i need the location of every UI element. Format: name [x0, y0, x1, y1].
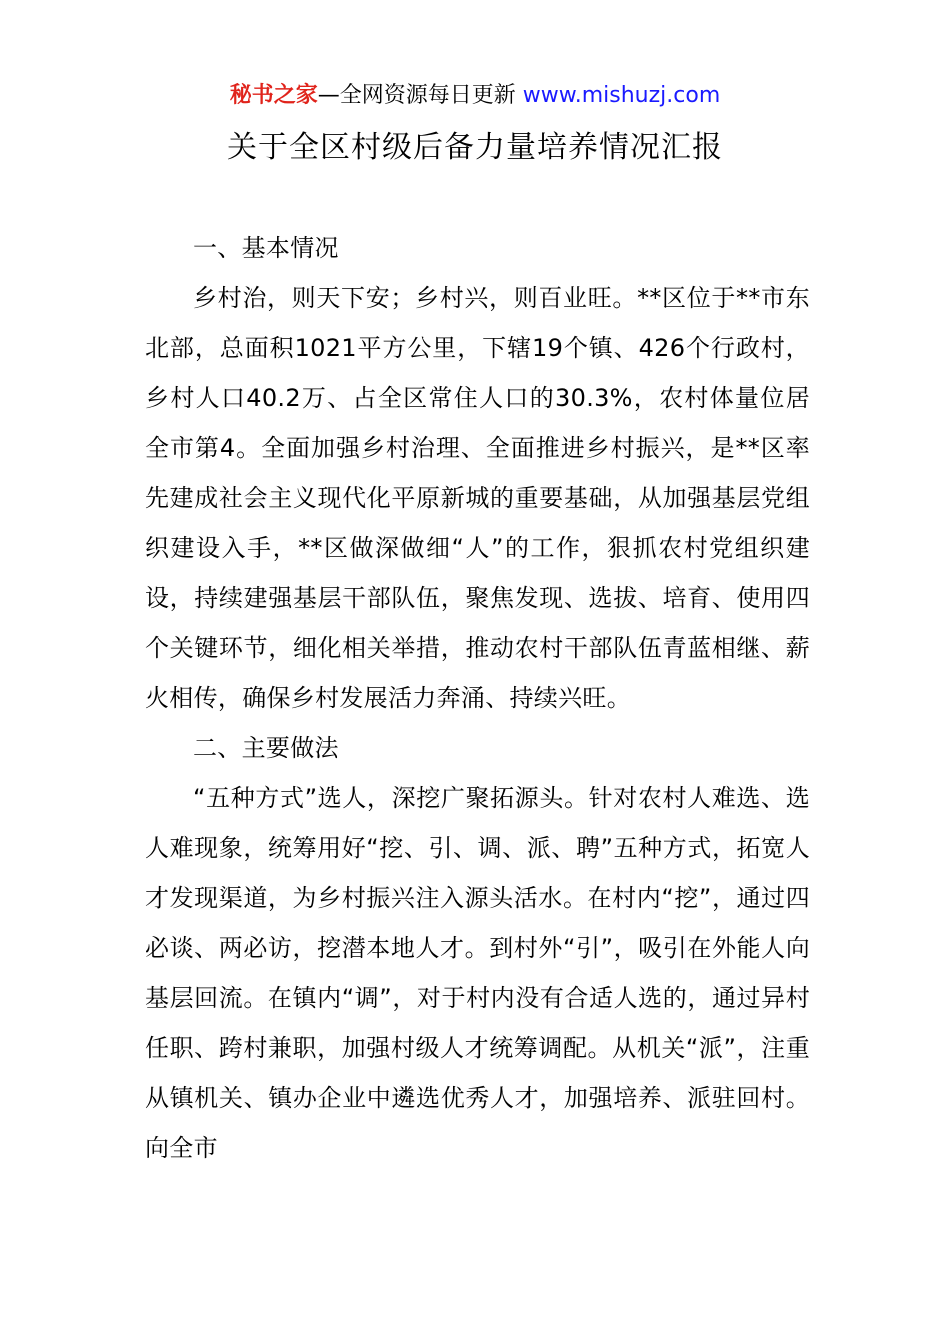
document-body	[145, 223, 810, 1173]
brand-name: 秘书之家	[229, 83, 318, 108]
section-heading-basic-situation: 一、基本情况	[193, 234, 339, 262]
section-heading-main-practices: 二、主要做法	[193, 734, 339, 762]
site-banner	[0, 80, 950, 112]
banner-tagline: —全网资源每日更新	[317, 83, 516, 108]
site-url-link[interactable]: www.mishuzj.com	[522, 83, 721, 108]
document-title: 关于全区村级后备力量培养情况汇报	[227, 130, 723, 165]
paragraph: “五种方式”选人，深挖广聚拓源头。针对农村人难选、选人难现象，统筹用好“挖、引、调、派、聘”五种方式，拓宽人才发现渠道，为乡村振兴注入源头活水。在村内“挖”，通过四必谈、两必访，挖潜本地人才。到村外“引”，吸引在外能人向基层回流。在镇内“调”，对于村内没有合适人选的，通过异村任职、跨村兼职，加强村级人才统筹调配。从机关“派”，注重从镇机关、镇办企业中遴选优秀人才，加强培养、派驻回村。向全市	[145, 784, 810, 1162]
paragraph: 乡村治，则天下安；乡村兴，则百业旺。**区位于**市东北部，总面积1021平方公里，下辖19个镇、426个行政村，乡村人口40.2万、占全区常住人口的30.3%，农村体量位居全市第4。全面加强乡村治理、全面推进乡村振兴，是**区率先建成社会主义现代化平原新城的重要基础，从加强基层党组织建设入手，**区做深做细“人”的工作，狠抓农村党组织建设，持续建强基层干部队伍，聚焦发现、选拔、培育、使用四个关键环节，细化相关举措，推动农村干部队伍青蓝相继、薪火相传，确保乡村发展活力奔涌、持续兴旺。	[145, 284, 810, 712]
